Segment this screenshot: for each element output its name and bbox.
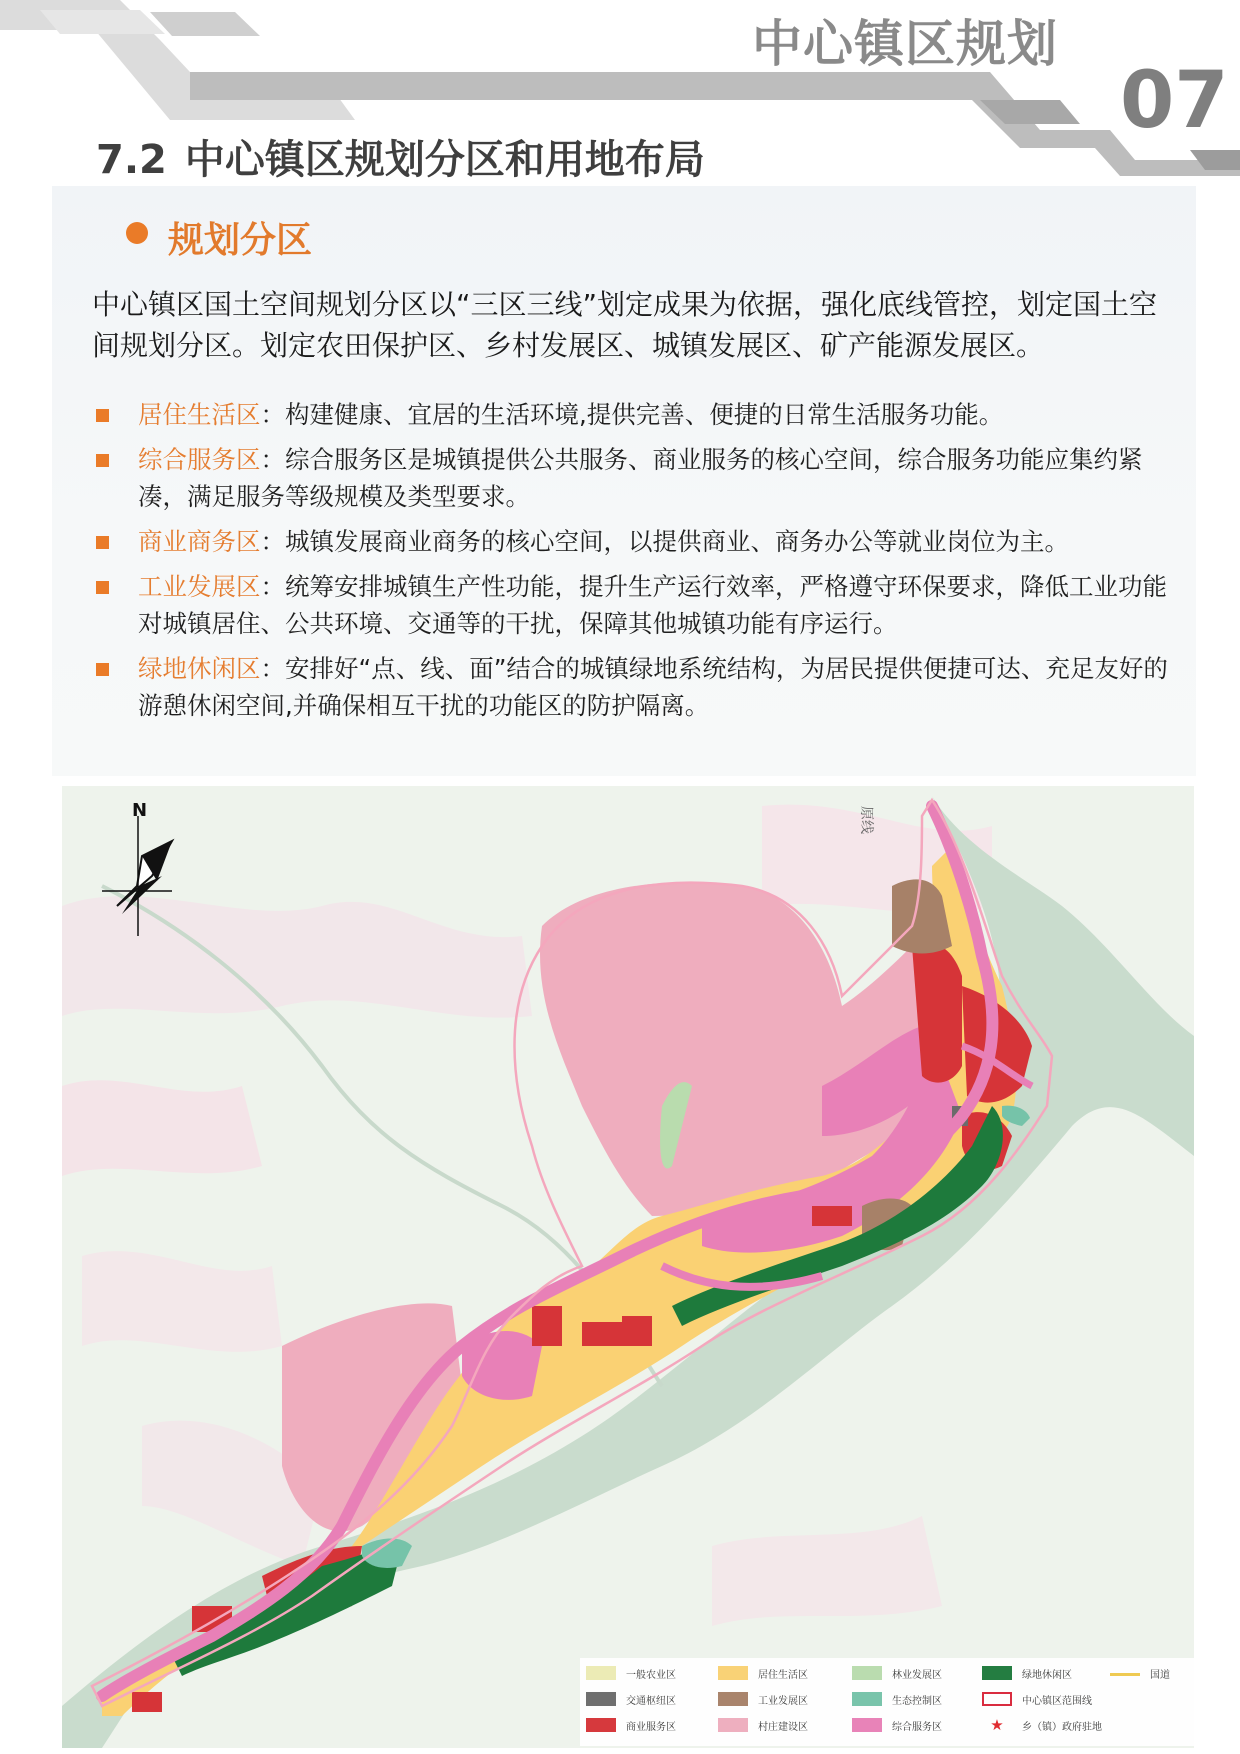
- section-title-text: 中心镇区规划分区和用地布局: [184, 137, 705, 183]
- legend-label: 居住生活区: [758, 1669, 808, 1681]
- zone-desc: ：安排好“点、线、面”结合的城镇绿地系统结构，为居民提供便捷可达、充足友好的游憩休闲空间,并确保相互干扰的功能区的防护隔离。: [138, 654, 1168, 720]
- square-bullet-icon: [96, 581, 109, 594]
- list-item: [92, 396, 1182, 433]
- legend-swatch: [852, 1718, 882, 1732]
- legend-item: [718, 1690, 808, 1708]
- legend-label: 绿地休闲区: [1022, 1669, 1072, 1681]
- legend-swatch: [982, 1666, 1012, 1680]
- legend-label: 工业发展区: [758, 1695, 808, 1707]
- zone-name: 绿地休闲区: [138, 654, 261, 683]
- star-icon: ★: [990, 1716, 1004, 1734]
- legend-label: 村庄建设区: [758, 1721, 808, 1733]
- bullet-dot-icon: [126, 222, 148, 244]
- legend-item: [1110, 1664, 1170, 1682]
- legend-swatch: [982, 1692, 1012, 1706]
- zoning-map: [62, 786, 1194, 1748]
- subheading: 规划分区: [168, 220, 313, 261]
- legend-swatch: [586, 1718, 616, 1732]
- zone-name: 综合服务区: [138, 445, 261, 474]
- legend-swatch: [718, 1666, 748, 1680]
- zone-desc: ：构建健康、宜居的生活环境,提供完善、便捷的日常生活服务功能。: [260, 400, 1004, 429]
- legend-swatch: [1110, 1673, 1140, 1676]
- legend-swatch: [852, 1666, 882, 1680]
- north-label: N: [132, 800, 148, 821]
- road-label: 原线: [858, 806, 874, 834]
- background-patch: [62, 1080, 262, 1176]
- legend-item: [586, 1664, 676, 1682]
- commercial-service-zone: [532, 1306, 562, 1346]
- legend-swatch: [718, 1718, 748, 1732]
- legend-label: 商业服务区: [626, 1721, 676, 1733]
- legend-label: 综合服务区: [892, 1721, 942, 1733]
- zone-list: [92, 396, 1182, 724]
- chapter-number: 07: [1120, 56, 1229, 146]
- list-item: [92, 568, 1182, 642]
- list-item: [92, 523, 1182, 560]
- map-legend: [580, 1658, 1198, 1746]
- legend-item: [982, 1690, 1092, 1708]
- legend-item: [852, 1690, 942, 1708]
- legend-swatch: [852, 1692, 882, 1706]
- list-item: [92, 441, 1182, 515]
- square-bullet-icon: [96, 409, 109, 422]
- legend-swatch: [718, 1692, 748, 1706]
- legend-swatch: [586, 1666, 616, 1680]
- commercial-service-zone: [812, 1206, 852, 1226]
- list-item: [92, 650, 1182, 724]
- legend-item: [852, 1716, 942, 1734]
- legend-swatch: [586, 1692, 616, 1706]
- legend-label: 一般农业区: [626, 1669, 676, 1681]
- square-bullet-icon: [96, 663, 109, 676]
- legend-item: [586, 1690, 676, 1708]
- zone-desc: ：综合服务区是城镇提供公共服务、商业服务的核心空间，综合服务功能应集约紧凑，满足服务等级规模及类型要求。: [138, 445, 1143, 511]
- legend-item: [982, 1716, 1102, 1734]
- square-bullet-icon: [96, 536, 109, 549]
- square-bullet-icon: [96, 454, 109, 467]
- legend-item: [586, 1716, 676, 1734]
- zone-name: 商业商务区: [138, 527, 261, 556]
- legend-label: 中心镇区范围线: [1022, 1695, 1092, 1707]
- zoning-map-svg: [62, 786, 1194, 1748]
- legend-item: [982, 1664, 1072, 1682]
- legend-label: 交通枢纽区: [626, 1695, 676, 1707]
- legend-label: 生态控制区: [892, 1695, 942, 1707]
- zone-name: 居住生活区: [138, 400, 261, 429]
- commercial-service-zone: [622, 1316, 652, 1346]
- legend-label: 乡（镇）政府驻地: [1022, 1721, 1102, 1733]
- intro-paragraph: 中心镇区国土空间规划分区以“三区三线”划定成果为依据，强化底线管控，划定国土空间规划分区。划定农田保护区、乡村发展区、城镇发展区、矿产能源发展区。: [92, 288, 1158, 362]
- commercial-service-zone: [582, 1322, 622, 1346]
- zone-desc: ：城镇发展商业商务的核心空间，以提供商业、商务办公等就业岗位为主。: [260, 527, 1069, 556]
- legend-item: [718, 1664, 808, 1682]
- legend-item: [852, 1664, 942, 1682]
- zone-desc: ：统筹安排城镇生产性功能，提升生产运行效率，严格遵守环保要求，降低工业功能对城镇居住、公共环境、交通等的干扰，保障其他城镇功能有序运行。: [138, 572, 1167, 638]
- section-title: [96, 128, 705, 185]
- legend-item: [718, 1716, 808, 1734]
- chapter-title: 中心镇区规划: [752, 15, 1058, 73]
- legend-label: 国道: [1150, 1669, 1170, 1681]
- legend-label: 林业发展区: [892, 1669, 942, 1681]
- commercial-service-zone: [132, 1692, 162, 1712]
- zone-name: 工业发展区: [138, 572, 261, 601]
- section-number: 7.2: [96, 137, 167, 183]
